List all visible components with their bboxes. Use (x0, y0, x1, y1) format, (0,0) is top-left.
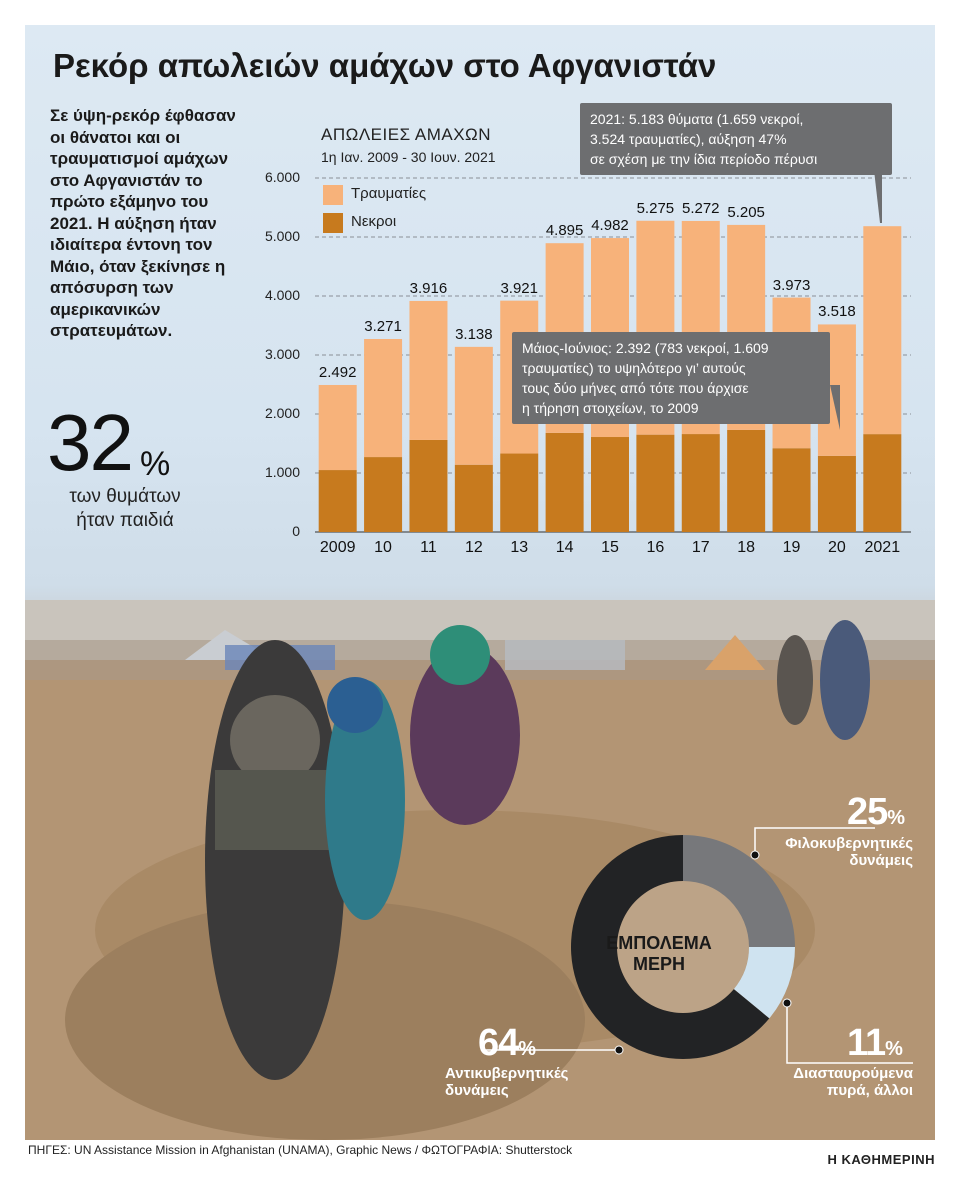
legend-label-injured: Τραυματίες (351, 185, 427, 202)
x-tick-label: 19 (782, 539, 801, 556)
x-tick-label: 18 (737, 539, 756, 556)
bar-total-label: 3.916 (409, 279, 448, 297)
anti-gov-percent-value: 64 (478, 1022, 519, 1064)
x-tick-label: 12 (464, 539, 483, 556)
x-tick-label: 13 (510, 539, 529, 556)
crossfire-label-line: πυρά, άλλοι (826, 1082, 913, 1099)
infographic-panel (25, 25, 935, 1140)
y-tick-label: 0 (292, 523, 300, 539)
crossfire-percent-value: 11 (847, 1022, 886, 1064)
anti-gov-label-line: Αντικυβερνητικές (445, 1065, 569, 1082)
x-tick-label: 2021 (864, 539, 901, 556)
crossfire-percent-sign: % (885, 1038, 902, 1060)
y-tick-label: 6.000 (264, 169, 300, 185)
donut-center-line: ΕΜΠΟΛΕΜΑ (606, 933, 712, 953)
bar-total-label: 3.921 (500, 279, 538, 297)
callout-may-line: τραυματίες) το υψηλότερο γι’ αυτούς (522, 360, 746, 376)
bar-total-label: 3.518 (818, 303, 856, 321)
source-credit: ΠΗΓΕΣ: UN Assistance Mission in Afghanistan (UNAMA), Graphic News / ΦΩΤΟΓΡΑΦΙΑ: Shutterstock (28, 1143, 573, 1157)
y-tick-label: 3.000 (264, 346, 300, 362)
legend-label-dead: Νεκροι (351, 213, 397, 230)
bar-total-label: 3.973 (772, 276, 811, 294)
crossfire-label (745, 1065, 913, 1099)
donut-chart (25, 25, 935, 1140)
bar-total-label: 5.272 (681, 199, 720, 217)
y-tick-label: 4.000 (264, 287, 300, 303)
x-tick-label: 16 (646, 539, 665, 556)
y-tick-label: 2.000 (264, 405, 300, 421)
chart-title: ΑΠΩΛΕΙΕΣ ΑΜΑΧΩΝ (321, 125, 492, 144)
donut-leader-dot (615, 1046, 623, 1054)
bar-total-label: 4.895 (545, 222, 584, 240)
pro-gov-label-line: Φιλοκυβερνητικές (785, 835, 913, 852)
x-tick-label: 14 (555, 539, 574, 556)
x-tick-label: 20 (828, 539, 846, 556)
bar-total-label: 5.275 (636, 199, 675, 217)
pro-gov-percent-value: 25 (847, 791, 888, 833)
x-tick-label: 15 (601, 539, 619, 556)
y-tick-label: 5.000 (264, 228, 300, 244)
pro-gov-percent (847, 791, 904, 834)
anti-gov-percent (478, 1022, 535, 1065)
publisher-brand: Η ΚΑΘΗΜΕΡΙΝΗ (827, 1152, 935, 1167)
y-tick-label: 1.000 (264, 464, 300, 480)
intro-text: Σε ύψη-ρεκόρ έφθασαν οι θάνατοι και οι τραυματισμοί αμάχων στο Αφγανιστάν το πρώτο εξάμηνο του 2021. Η αύξηση ήταν ιδιαίτερα έντονη τον Μάιο, όταν ξεκίνησε η απόσυρση των αμερικανικών στρατευμάτων. (50, 106, 236, 340)
bar-total-label: 2.492 (318, 363, 357, 381)
x-tick-label: 10 (374, 539, 392, 556)
donut-center-label (599, 933, 719, 975)
page-title: Ρεκόρ απωλειών αμάχων στο Αφγανιστάν (53, 47, 717, 84)
x-tick-label: 11 (420, 539, 437, 556)
donut-center-line: ΜΕΡΗ (632, 954, 685, 974)
children-percent-sign: % (140, 445, 171, 483)
crossfire-label-line: Διασταυρούμενα (793, 1065, 913, 1082)
crossfire-percent (847, 1022, 902, 1065)
anti-gov-percent-sign: % (518, 1038, 536, 1060)
callout-2021-line: 2021: 5.183 θύματα (1.659 νεκροί, (590, 111, 804, 127)
children-percent-caption: των θυμάτων ήταν παιδιά (69, 486, 181, 531)
pro-gov-percent-sign: % (887, 807, 905, 829)
pro-gov-label (745, 835, 913, 869)
anti-gov-label (445, 1065, 615, 1099)
callout-2021-line: 3.524 τραυματίες), αύξηση 47% (590, 131, 787, 147)
anti-gov-label-line: δυνάμεις (445, 1082, 509, 1099)
pro-gov-label-line: δυνάμεις (849, 852, 913, 869)
children-percent-value: 32 (47, 398, 132, 487)
callout-may-line: η τήρηση στοιχείων, το 2009 (522, 400, 699, 416)
bar-total-label: 3.271 (364, 318, 402, 335)
bar-total-label: 3.138 (455, 325, 493, 343)
x-tick-label: 17 (691, 539, 710, 556)
callout-2021-line: σε σχέση με την ίδια περίοδο πέρυσι (590, 151, 818, 167)
x-tick-label: 2009 (319, 539, 356, 556)
callout-may-line: τους δύο μήνες από τότε που άρχισε (522, 380, 749, 396)
callout-may-line: Μάιος-Ιούνιος: 2.392 (783 νεκροί, 1.609 (522, 340, 769, 356)
donut-leader-dot (783, 999, 791, 1007)
bar-total-label: 4.982 (591, 217, 629, 235)
chart-subtitle: 1η Ιαν. 2009 - 30 Ιουν. 2021 (321, 149, 496, 165)
bar-total-label: 5.205 (727, 203, 765, 221)
